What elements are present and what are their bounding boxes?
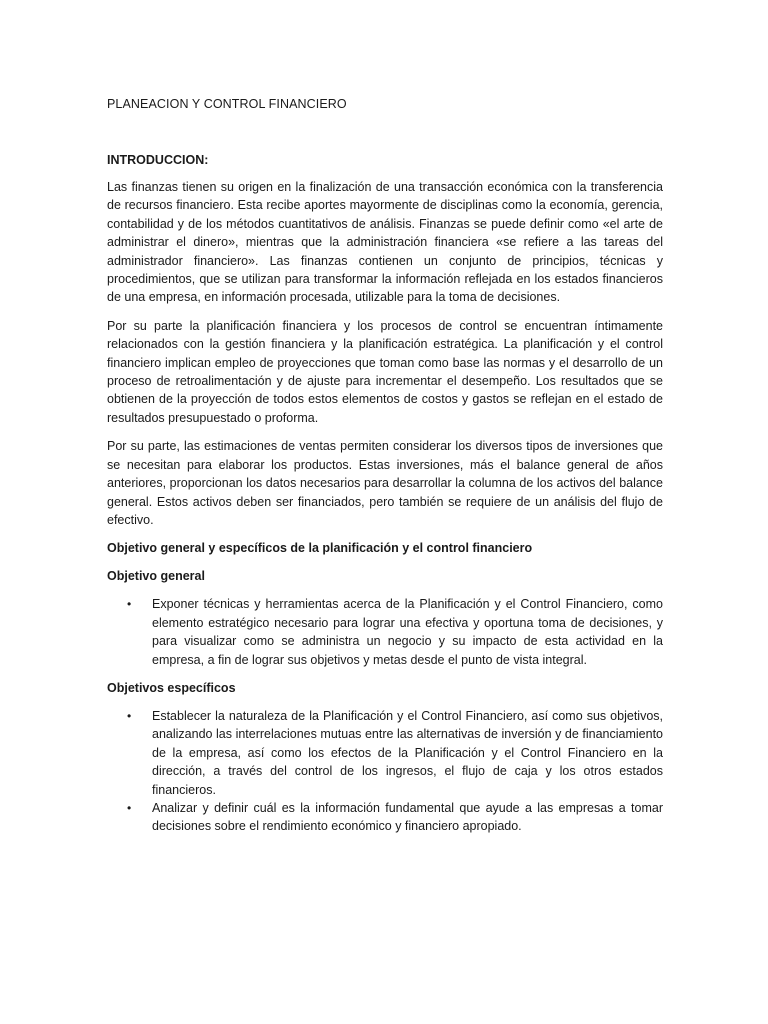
- list-item-text: Analizar y definir cuál es la información fundamental que ayude a las empresas a tomar decisiones sobre el rendimiento económico y financiero apropiado.: [152, 800, 663, 834]
- paragraph-finanzas-origen: Las finanzas tienen su origen en la finalización de una transacción económica con la transferencia de recursos financiero. Esta recibe aportes mayormente de disciplinas como la economía, gerencia, contabilidad y de los métodos cuantitativos de análisis. Finanzas se puede definir como «el arte de administrar el dinero», mientras que la administración financiera «se refiere a las tareas del administrador financiero». Las finanzas contienen un conjunto de principios, técnicas y procedimientos, que se utilizan para transformar la información reflejada en los estados financieros de una empresa, en información procesada, utilizable para la toma de decisiones.: [107, 180, 663, 305]
- list-item: [107, 595, 663, 669]
- specific-objectives-heading: Objetivos específicos: [107, 680, 236, 695]
- list-item: [107, 707, 663, 799]
- paragraph-estimaciones-ventas: Por su parte, las estimaciones de ventas permiten considerar los diversos tipos de inversiones que se necesitan para elaborar los productos. Estas inversiones, más el balance general de años anteriores, proporcionan los datos necesarios para desarrollar la columna de los activos del balance general. Estos activos deben ser financiados, pero también se requiere de un análisis del flujo de efectivo.: [107, 439, 663, 527]
- objectives-heading: Objetivo general y específicos de la planificación y el control financiero: [107, 541, 533, 556]
- list-item: [107, 799, 663, 836]
- introduction-heading: INTRODUCCION:: [107, 153, 209, 167]
- specific-objectives-list: [107, 707, 663, 836]
- list-item-text: Establecer la naturaleza de la Planificación y el Control Financiero, así como sus objetivos, analizando las interrelaciones mutuas entre las alternativas de inversión y de financiamiento de la empresa, así como los efectos de la Planificación y el Control Financiero en la dirección, a través del control de los ingresos, el flujo de caja y los otros estados financieros.: [152, 708, 663, 797]
- bullet-icon: •: [127, 800, 132, 815]
- document-title: PLANEACION Y CONTROL FINANCIERO: [107, 97, 347, 111]
- bullet-icon: •: [127, 597, 132, 612]
- list-item-text: Exponer técnicas y herramientas acerca de la Planificación y el Control Financiero, como elemento estratégico necesario para lograr una efectiva y oportuna toma de decisiones, y para visualizar como se administra un negocio y su impacto de esta actividad en la empresa, a fin de lograr sus objetivos y metas desde el punto de vista integral.: [152, 597, 663, 667]
- general-objective-heading: Objetivo general: [107, 569, 205, 584]
- paragraph-planificacion-control: Por su parte la planificación financiera y los procesos de control se encuentran íntimamente relacionados con la gestión financiera y la planificación estratégica. La planificación y el control financiero implican empleo de proyecciones que toman como base las normas y el desarrollo de un proceso de retroalimentación y de ajuste para incrementar el desempeño. Los resultados que se obtienen de la proyección de todos estos elementos de costos y gastos se reflejan en el estado de resultados presupuestado o proforma.: [107, 318, 663, 425]
- general-objectives-list: [107, 595, 663, 669]
- bullet-icon: •: [127, 708, 132, 723]
